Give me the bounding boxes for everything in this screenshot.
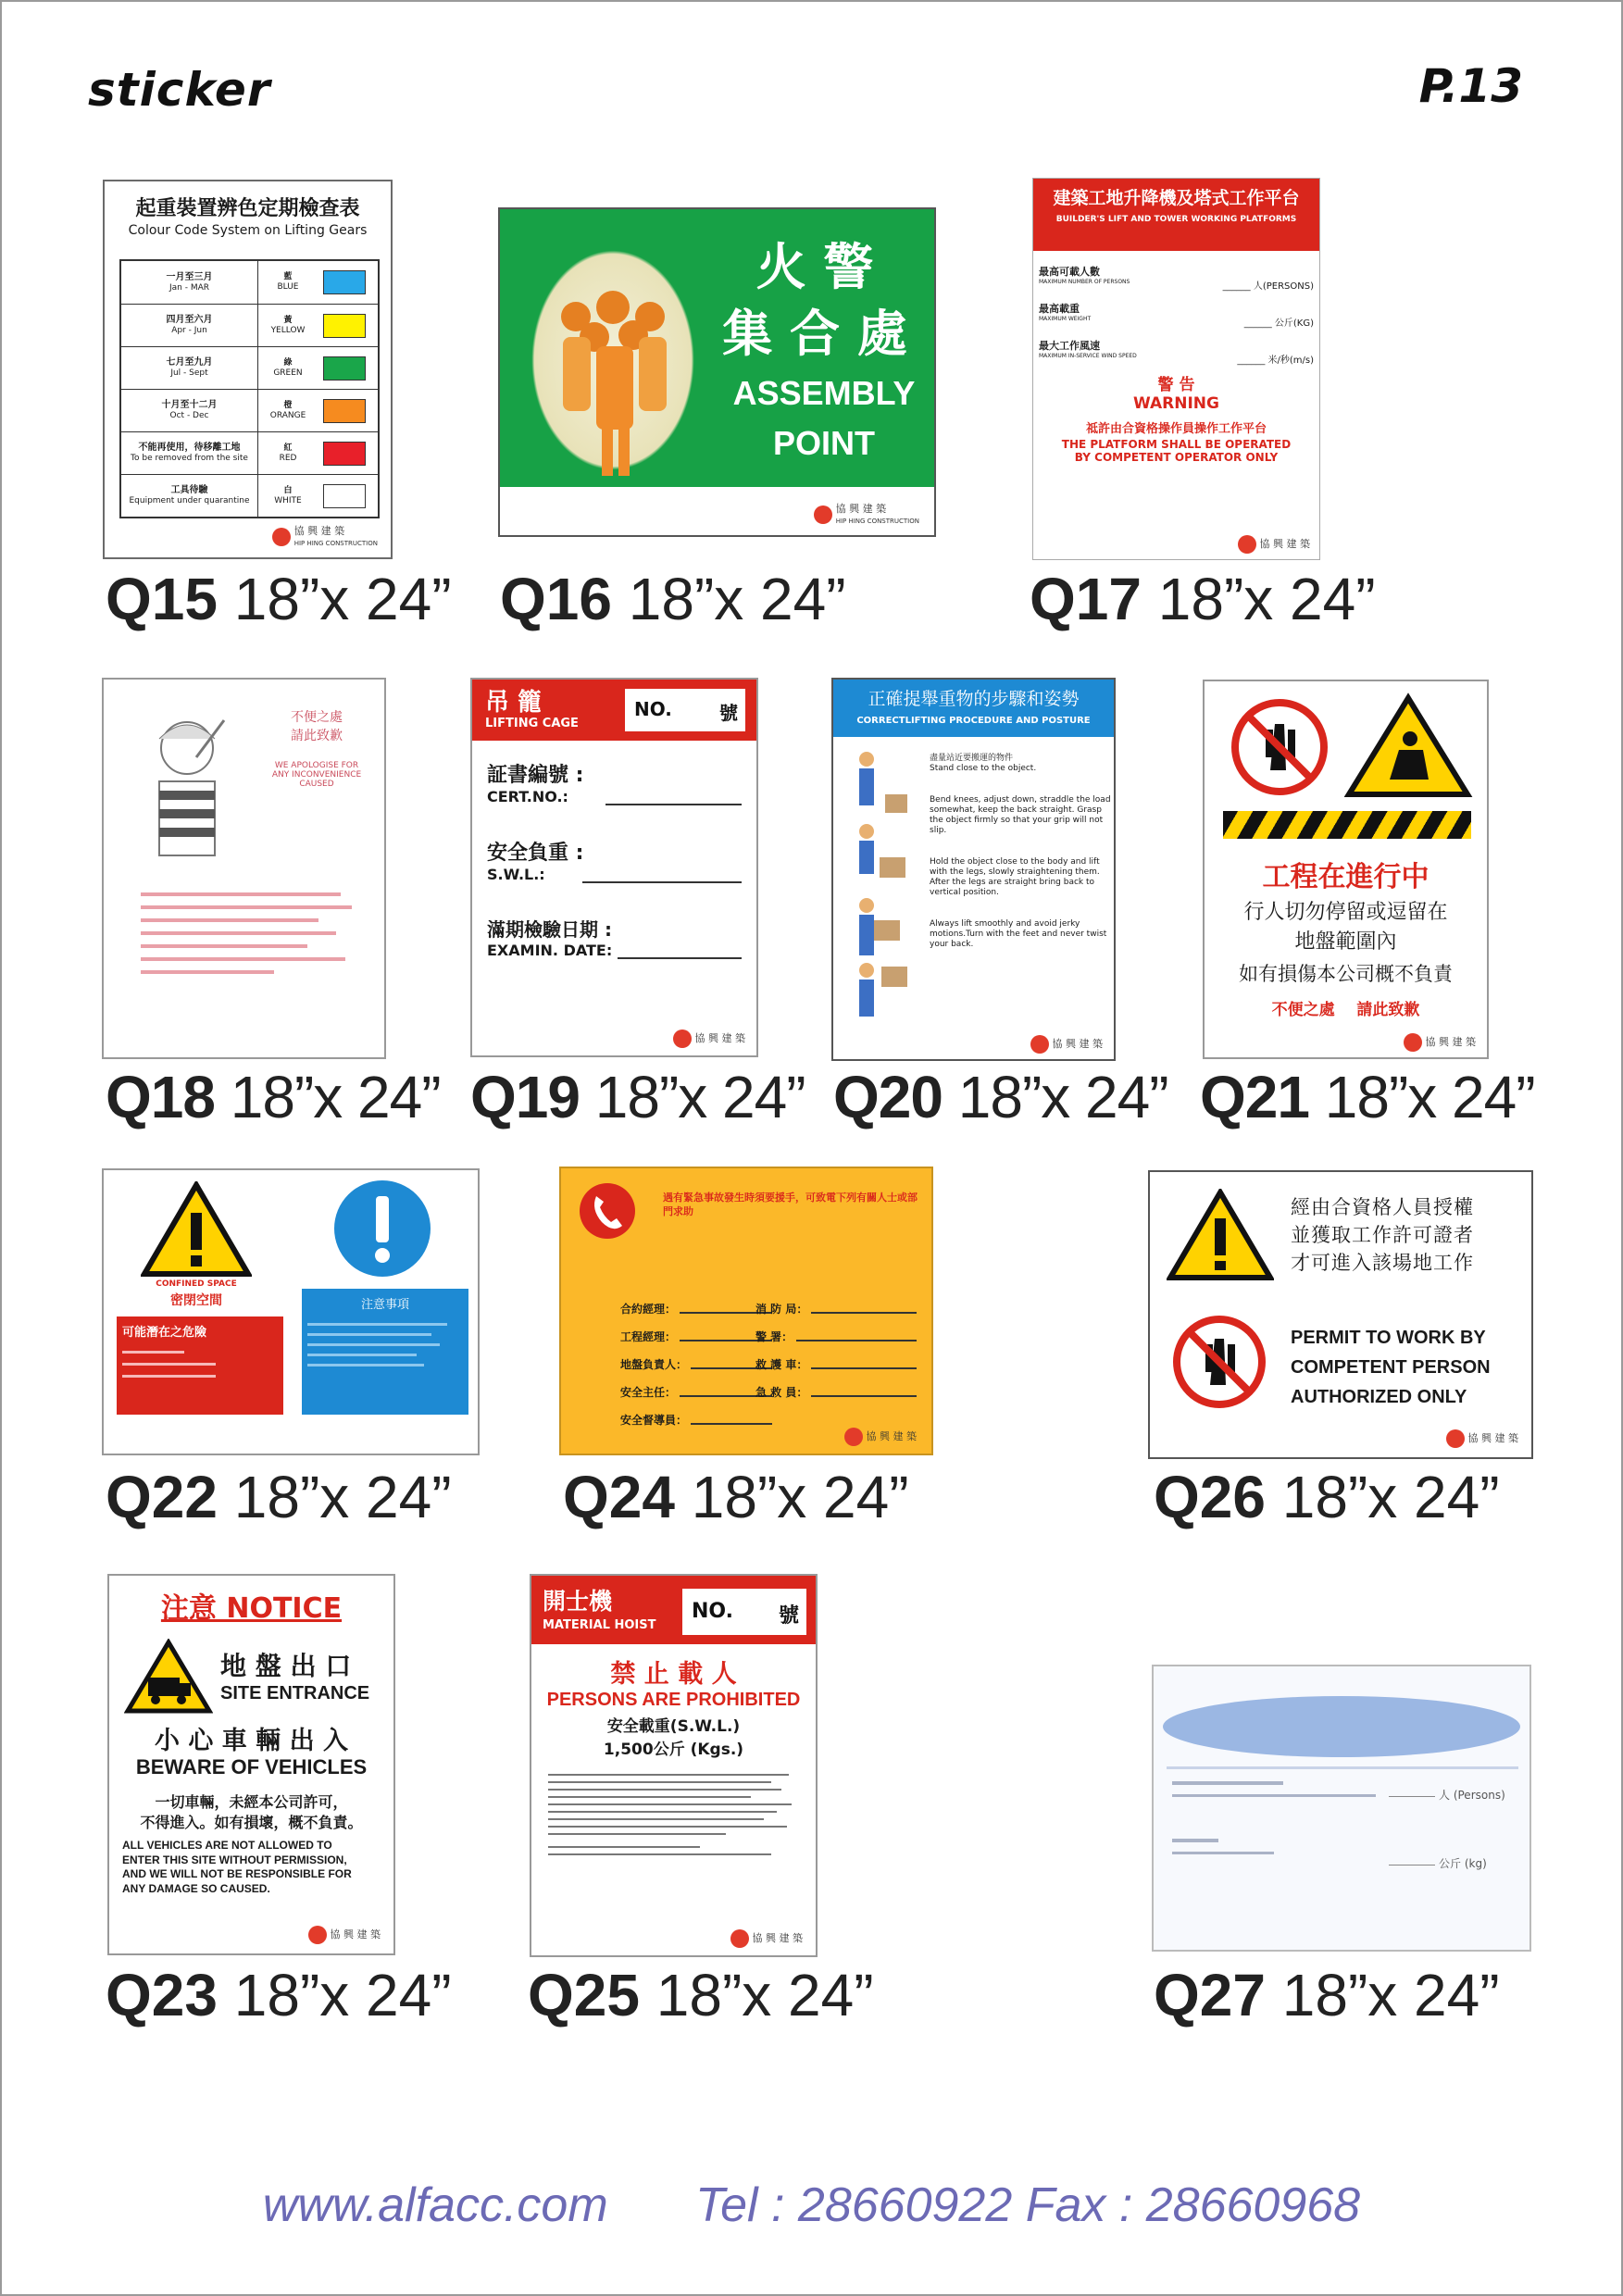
q17-warn-en: WARNING [1133, 394, 1219, 413]
q26-zh3: 才可進入該場地工作 [1291, 1252, 1474, 1274]
q21-hazard-stripes [1223, 811, 1471, 839]
footer-website[interactable]: www.alfacc.com [262, 2178, 608, 2232]
q16-line2: 集 合 處 [722, 305, 907, 363]
q15-color-en: BLUE [277, 282, 299, 292]
sign-q23-site-entrance [107, 1574, 395, 1955]
q15-color-swatch [323, 356, 366, 381]
q22-red-panel [117, 1316, 283, 1415]
q17-f2-unit: 公斤(KG) [1274, 318, 1314, 329]
q24-left-label: 安全督導員： [620, 1414, 688, 1427]
q15-period-en: Apr - Jun [171, 326, 207, 336]
q23-zh1: 地 盤 出 口 [220, 1651, 352, 1681]
q20-step1-en: Stand close to the object. [930, 764, 1037, 774]
sign-q18-apology [102, 678, 386, 1059]
caption-q18: Q18 18”x 24” [106, 1064, 441, 1130]
q24-left-column [620, 1289, 778, 1428]
q15-period-zh: 一月至三月 [166, 271, 213, 282]
q15-color-en: YELLOW [270, 325, 306, 335]
q15-period-en: Jan - MAR [169, 282, 210, 293]
q15-period-en: Jul - Sept [170, 368, 208, 379]
q20-step4-en: Always lift smoothly and avoid jerky motions.Turn with the feet and never twist your back. [930, 918, 1107, 949]
category-title: sticker [88, 63, 271, 117]
q20-header [833, 680, 1114, 737]
q22-left-band: 可能潛在之危險 [122, 1326, 207, 1340]
q15-title-zh: 起重裝置辨色定期檢查表 [135, 197, 360, 220]
q19-header [472, 680, 756, 741]
q25-rules-fine-print [548, 1768, 802, 1861]
q24-right-label: 救 護 車： [755, 1358, 808, 1371]
q25-no: NO. [692, 1600, 733, 1623]
q19-f3-en: EXAMIN. DATE: [487, 942, 613, 959]
q17-f1-zh: 最高可載人數 [1039, 266, 1100, 278]
sign-q26-permit-to-work [1148, 1170, 1533, 1459]
q23-notice: 注意 NOTICE [160, 1592, 343, 1625]
q26-zh1: 經由合資格人員授權 [1291, 1196, 1474, 1218]
q15-table-row [121, 431, 378, 474]
q15-color-zh: 白 [283, 485, 293, 495]
q15-period-zh: 工具待驗 [170, 485, 208, 496]
q15-color-swatch [323, 270, 366, 294]
q17-f2-zh: 最高載重 [1039, 303, 1080, 315]
footer [0, 2177, 1623, 2233]
q22-warning-triangle-icon [141, 1181, 252, 1278]
q16-line1: 火 警 [755, 238, 874, 296]
q16-logo: 協 興 建 築 HIP HING CONSTRUCTION [814, 504, 919, 526]
q15-color-zh: 藍 [283, 272, 293, 282]
q17-logo: 協 興 建 築 [1238, 535, 1311, 554]
q17-note-en2: BY COMPETENT OPERATOR ONLY [1074, 451, 1279, 464]
q17-f3-zh: 最大工作風速 [1039, 340, 1100, 352]
q21-line2: 行人切勿停留或逗留在 [1243, 901, 1448, 924]
q19-f2-zh: 安全負重 : [487, 842, 584, 865]
q15-period-en: To be removed from the site [131, 454, 248, 464]
q22-right-band: 注意事項 [360, 1298, 409, 1312]
q24-telephone-icon [578, 1181, 637, 1241]
q25-hao: 號 [778, 1604, 799, 1628]
q24-right-label: 消 防 局： [755, 1303, 808, 1316]
q17-title-zh: 建築工地升降機及塔式工作平台 [1053, 188, 1300, 208]
q18-line2: 請此致歉 [291, 729, 343, 743]
q21-line5b: 請此致歉 [1356, 1001, 1420, 1019]
q18-line4: ANY INCONVENIENCE [271, 770, 362, 780]
q23-zh3: 一切車輛，未經本公司許可， [155, 1793, 348, 1811]
q17-note-en1: THE PLATFORM SHALL BE OPERATED [1061, 438, 1292, 451]
q25-swl1: 安全載重(S.W.L.) [606, 1717, 741, 1736]
sign-q16-assembly-point [498, 207, 936, 537]
q25-swl2: 1,500公斤 (Kgs.) [603, 1741, 744, 1759]
q18-faded-text-block [141, 883, 363, 1031]
sign-q17-builders-lift: 建築工地升降機及塔式工作平台 BUILDER'S LIFT AND TOWER WORKING PLATFORMS 最高可載人數 MAXIMUM NUMBER OF PERSONS ______ 人(PERSONS) 最高載重 MAXIMUM WEIGHT ______ 公斤(KG) 最大工作風速 MAXIMUM IN-SERVICE WIND SPEED ______ 米/秒(m/s) 警 告 WARNING 祗許由合資格操作員操作工作平台 THE PLATFORM SHALL BE OPERATED BY COMPETENT OPERATOR ONLY 協 興 建 築 [1032, 178, 1320, 560]
q15-color-zh: 黃 [283, 315, 293, 325]
q15-color-swatch [323, 442, 366, 466]
q17-note-zh: 祗許由合資格操作員操作工作平台 [1085, 422, 1267, 436]
q15-table-row [121, 346, 378, 389]
q18-worker-saluting-icon [131, 702, 243, 887]
company-logo-icon [272, 528, 291, 546]
q15-color-zh: 綠 [283, 357, 293, 368]
q15-table-row [121, 304, 378, 346]
q23-en3: ALL VEHICLES ARE NOT ALLOWED TO [122, 1839, 332, 1852]
q23-en4: ENTER THIS SITE WITHOUT PERMISSION, [122, 1853, 347, 1866]
sign-q27-working-platform [1152, 1665, 1531, 1952]
q22-left-en: CONFINED SPACE [156, 1279, 237, 1289]
q21-men-at-work-icon [1343, 691, 1473, 802]
q24-header: 遇有緊急事故發生時須要援手，可致電下列有關人士或部門求助 [663, 1192, 918, 1218]
q17-f1-en: MAXIMUM NUMBER OF PERSONS [1039, 279, 1130, 285]
q23-en6: ANY DAMAGE SO CAUSED. [122, 1881, 270, 1895]
q25-zh1: 禁 止 載 人 [610, 1660, 737, 1689]
sign-q19-lifting-cage [470, 678, 758, 1057]
q15-period-zh: 七月至九月 [166, 357, 213, 368]
q20-step1-zh: 盡量站近要搬運的物件 [930, 754, 1014, 763]
q15-table-row [121, 261, 378, 304]
q25-title-en: MATERIAL HOIST [543, 1618, 656, 1632]
q18-line1: 不便之處 [291, 710, 343, 725]
q15-title-en: Colour Code System on Lifting Gears [128, 223, 368, 238]
q15-color-en: WHITE [274, 495, 302, 505]
q24-right-label: 警 署： [755, 1330, 793, 1343]
q25-en1: PERSONS ARE PROHIBITED [546, 1690, 801, 1710]
q20-logo: 協 興 建 築 [1030, 1035, 1104, 1054]
caption-q24: Q24 18”x 24” [563, 1464, 909, 1530]
q19-no: NO. [634, 698, 672, 720]
q16-line3: ASSEMBLY [732, 374, 916, 412]
q27-f1-unit: 人 (Persons) [1439, 1789, 1505, 1802]
q23-zh4: 不得進入。如有損壞，概不負責。 [140, 1814, 363, 1831]
sign-q25-material-hoist [530, 1574, 818, 1957]
sign-q15-colour-code [103, 180, 393, 559]
q24-logo: 協 興 建 築 [844, 1428, 918, 1446]
q15-logo [272, 526, 378, 548]
q17-f2-en: MAXIMUM WEIGHT [1039, 316, 1092, 322]
q21-line4: 如有損傷本公司概不負責 [1239, 963, 1453, 985]
q26-logo: 協 興 建 築 [1446, 1429, 1519, 1448]
q23-en5: AND WE WILL NOT BE RESPONSIBLE FOR [122, 1867, 352, 1881]
sign-q22-confined-space [102, 1168, 480, 1455]
q15-color-swatch [323, 399, 366, 423]
q15-color-swatch [323, 314, 366, 338]
q21-line1: 工程在進行中 [1262, 861, 1429, 893]
q15-color-en: RED [279, 453, 297, 463]
q25-header [531, 1576, 816, 1644]
sign-q20-lifting-procedure [831, 678, 1116, 1061]
q15-period-en: Equipment under quarantine [129, 496, 250, 506]
q24-right-label: 急 救 員： [755, 1386, 808, 1399]
q15-color-en: ORANGE [269, 410, 306, 420]
q20-step3-en: Hold the object close to the body and lift with the legs, slowly straightening them. After the legs are straight bring back to vertical position. [930, 856, 1100, 898]
logo-en: HIP HING CONSTRUCTION [293, 539, 378, 547]
q19-logo: 協 興 建 築 [673, 1029, 746, 1048]
caption-q22: Q22 18”x 24” [106, 1464, 452, 1530]
q17-f3-unit: 米/秒(m/s) [1267, 356, 1314, 366]
q21-line3: 地盤範圍內 [1294, 930, 1397, 954]
q25-logo: 協 興 建 築 [730, 1929, 804, 1948]
q22-exclamation-circle-icon [331, 1178, 433, 1279]
q27-f2-unit: 公斤 (kg) [1439, 1857, 1487, 1870]
q19-f3-zh: 滿期檢驗日期 : [487, 918, 612, 941]
caption-q17: Q17 18”x 24” [1030, 566, 1376, 632]
q23-logo: 協 興 建 築 [308, 1926, 381, 1944]
q24-left-label: 合約經理： [620, 1303, 677, 1316]
footer-contact: Tel : 28660922 Fax : 28660968 [695, 2178, 1361, 2232]
q21-no-entry-hand-icon [1229, 696, 1330, 798]
q24-left-label: 地盤負責人： [620, 1358, 688, 1371]
sign-q24-emergency-contacts [559, 1167, 933, 1455]
q17-warn-zh: 警 告 [1157, 376, 1195, 394]
q23-en2: BEWARE OF VEHICLES [135, 1755, 368, 1778]
q15-table [119, 259, 380, 518]
q19-f2-en: S.W.L.: [487, 866, 545, 883]
caption-q27: Q27 18”x 24” [1154, 1962, 1500, 2028]
q15-period-zh: 四月至六月 [166, 315, 213, 326]
q22-blue-panel [302, 1289, 468, 1415]
q20-title-en: CORRECTLIFTING PROCEDURE AND POSTURE [856, 716, 1091, 726]
q15-period-zh: 十月至十二月 [161, 400, 218, 411]
q23-zh2: 小 心 車 輛 出 入 [155, 1727, 348, 1755]
q26-en3: AUTHORIZED ONLY [1291, 1387, 1467, 1407]
caption-q16: Q16 18”x 24” [500, 566, 846, 632]
q18-line5: CAUSED [299, 780, 334, 789]
q19-f1-zh: 証書編號 : [487, 764, 584, 787]
q26-warning-triangle-icon [1167, 1189, 1274, 1281]
caption-q26: Q26 18”x 24” [1154, 1464, 1500, 1530]
caption-q20: Q20 18”x 24” [833, 1064, 1168, 1130]
q19-f1-en: CERT.NO.: [487, 788, 568, 805]
q24-left-label: 工程經理： [620, 1330, 677, 1343]
q26-zh2: 並獲取工作許可證者 [1291, 1224, 1474, 1246]
q21-line5a: 不便之處 [1271, 1001, 1335, 1019]
caption-q15: Q15 18”x 24” [106, 566, 452, 632]
q26-en2: COMPETENT PERSON [1291, 1357, 1491, 1378]
q16-people-icon [520, 235, 705, 485]
q26-no-entry-hand-icon [1170, 1313, 1268, 1411]
q15-table-row [121, 389, 378, 431]
q15-period-en: Oct - Dec [169, 411, 209, 421]
q19-title-zh: 吊 籠 [485, 689, 543, 717]
q17-header [1033, 179, 1319, 251]
q25-title-zh: 開士機 [543, 1588, 613, 1615]
q21-logo: 協 興 建 築 [1404, 1033, 1477, 1052]
caption-q25: Q25 18”x 24” [528, 1962, 874, 2028]
q15-table-row [121, 474, 378, 517]
q20-worker-figures-icon [839, 748, 922, 1026]
q16-line4: POINT [772, 424, 875, 462]
logo-zh: 協 興 建 築 [293, 524, 345, 537]
q23-en1: SITE ENTRANCE [220, 1683, 370, 1703]
q15-color-zh: 橙 [283, 400, 293, 410]
q17-f1-unit: 人(PERSONS) [1253, 281, 1314, 292]
q27-blue-ellipse-header [1163, 1696, 1520, 1757]
q15-color-zh: 紅 [283, 443, 293, 453]
q19-title-en: LIFTING CAGE [485, 717, 579, 730]
q20-step2-en: Bend knees, adjust down, straddle the load somewhat, keep the back straight. Grasp the object firmly so that your grip will not slip. [930, 794, 1111, 836]
q17-f3-en: MAXIMUM IN-SERVICE WIND SPEED [1039, 353, 1137, 359]
q15-period-zh: 不能再使用，待移離工地 [138, 443, 241, 454]
caption-q21: Q21 18”x 24” [1200, 1064, 1535, 1130]
q24-right-column [755, 1289, 922, 1400]
q15-color-swatch [323, 484, 366, 508]
sign-q21-work-in-progress [1203, 680, 1489, 1059]
q18-line3: WE APOLOGISE FOR [274, 761, 359, 770]
q23-truck-warning-icon [124, 1639, 213, 1715]
q17-title-en: BUILDER'S LIFT AND TOWER WORKING PLATFORMS [1055, 215, 1297, 224]
q26-en1: PERMIT TO WORK BY [1291, 1328, 1486, 1348]
caption-q23: Q23 18”x 24” [106, 1962, 452, 2028]
q20-title-zh: 正確提舉重物的步驟和姿勢 [868, 689, 1080, 709]
caption-q19: Q19 18”x 24” [470, 1064, 805, 1130]
q19-hao: 號 [719, 702, 738, 724]
q15-color-en: GREEN [273, 368, 303, 378]
q24-left-label: 安全主任： [620, 1386, 677, 1399]
page-number: P.13 [1418, 59, 1523, 113]
q22-left-zh: 密閉空間 [170, 1293, 222, 1308]
